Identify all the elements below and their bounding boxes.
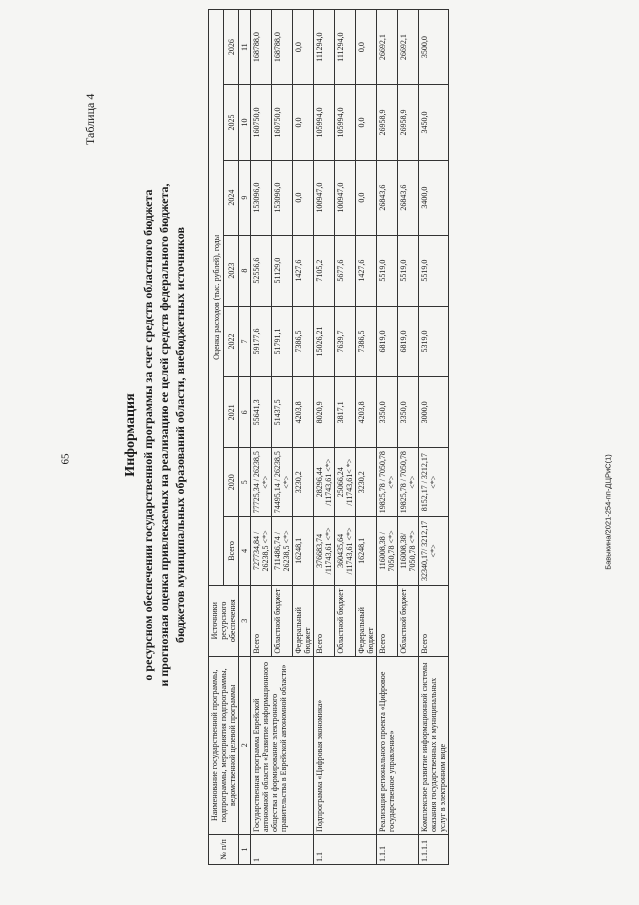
value-2025: 0,0 xyxy=(293,85,314,160)
value-2025: 26958,9 xyxy=(377,85,398,160)
value-2020: 74495,14 / 26238,5 <*> xyxy=(272,448,293,517)
value-2023: 5519,0 xyxy=(419,235,449,306)
value-2024: 100947,0 xyxy=(335,160,356,235)
value-2022: 7386,5 xyxy=(356,306,377,377)
header-year: 2021 xyxy=(224,377,239,448)
value-2022: 6819,0 xyxy=(377,306,398,377)
value-2026: 26692,1 xyxy=(398,10,419,85)
total-cell: 376683,74 /11743,61 <*> xyxy=(314,517,335,586)
value-2020: 3230,2 xyxy=(293,448,314,517)
value-2021: 3350,0 xyxy=(377,377,398,448)
value-2026: 0,0 xyxy=(356,10,377,85)
value-2023: 7105,2 xyxy=(314,235,335,306)
value-2022: 6819,0 xyxy=(398,306,419,377)
column-number: 7 xyxy=(239,306,251,377)
header-total: Всего xyxy=(224,517,239,586)
value-2024: 153096,0 xyxy=(272,160,293,235)
source-cell: Всего xyxy=(419,585,449,656)
header-year: 2022 xyxy=(224,306,239,377)
value-2025: 160750,0 xyxy=(272,85,293,160)
table-row xyxy=(377,10,398,865)
table-row xyxy=(419,10,449,865)
column-number-row xyxy=(239,10,251,865)
table-row xyxy=(314,10,335,865)
total-cell: 727734,84 / 26238,5 <*> xyxy=(251,517,272,586)
source-cell: Всего xyxy=(314,585,335,656)
value-2023: 1427,6 xyxy=(293,235,314,306)
value-2023: 5519,0 xyxy=(377,235,398,306)
header-num: № п/п xyxy=(209,834,239,864)
column-number: 9 xyxy=(239,160,251,235)
value-2021: 4203,8 xyxy=(356,377,377,448)
value-2022: 59177,6 xyxy=(251,306,272,377)
source-cell: Областной бюджет xyxy=(335,585,356,656)
value-2022: 7386,5 xyxy=(293,306,314,377)
value-2022: 15026,21 xyxy=(314,306,335,377)
value-2023: 5677,6 xyxy=(335,235,356,306)
table-row xyxy=(251,10,272,865)
column-number: 3 xyxy=(239,585,251,656)
source-cell: Федеральный бюджет xyxy=(356,585,377,656)
table-label: Таблица 4 xyxy=(83,93,97,145)
total-cell: 116008,38/ 7050,78 <*> xyxy=(398,517,419,586)
value-2026: 26692,1 xyxy=(377,10,398,85)
header-year: 2020 xyxy=(224,448,239,517)
source-cell: Областной бюджет xyxy=(272,585,293,656)
column-number: 2 xyxy=(239,656,251,834)
value-2023: 51129,0 xyxy=(272,235,293,306)
value-2020: 28296,44 /11743,61 <*> xyxy=(314,448,335,517)
resource-table xyxy=(208,9,449,865)
value-2021: 4203,8 xyxy=(293,377,314,448)
value-2026: 168788,0 xyxy=(251,10,272,85)
value-2021: 3817,1 xyxy=(335,377,356,448)
title-line-1: Информация xyxy=(123,393,138,477)
value-2025: 160750,0 xyxy=(251,85,272,160)
value-2026: 3500,0 xyxy=(419,10,449,85)
header-year: 2025 xyxy=(224,85,239,160)
value-2026: 0,0 xyxy=(293,10,314,85)
source-cell: Всего xyxy=(251,585,272,656)
column-number: 11 xyxy=(239,10,251,85)
value-2022: 5319,0 xyxy=(419,306,449,377)
value-2021: 3000,0 xyxy=(419,377,449,448)
header-source: Источники ресурсного обеспечения xyxy=(209,585,239,656)
value-2021: 8020,9 xyxy=(314,377,335,448)
total-cell: 711486,74 / 26238,5 <*> xyxy=(272,517,293,586)
header-row-1 xyxy=(209,10,224,865)
header-year: 2026 xyxy=(224,10,239,85)
value-2022: 51791,1 xyxy=(272,306,293,377)
value-2024: 0,0 xyxy=(356,160,377,235)
value-2026: 111294,0 xyxy=(335,10,356,85)
document-title xyxy=(122,45,188,825)
total-cell: 116008,38 / 7050,78 <*> xyxy=(377,517,398,586)
total-cell: 360435,64 /11743,61 <*> xyxy=(335,517,356,586)
value-2023: 5519,0 xyxy=(398,235,419,306)
source-cell: Областной бюджет xyxy=(398,585,419,656)
row-number: 1.1.1.1 xyxy=(419,834,449,864)
value-2021: 51437,5 xyxy=(272,377,293,448)
header-year: 2024 xyxy=(224,160,239,235)
total-cell: 16248,1 xyxy=(356,517,377,586)
value-2025: 105994,0 xyxy=(335,85,356,160)
document-stamp: Бавыкина/2021-254-пп-ДЦРиС(1) xyxy=(603,454,613,570)
value-2020: 8152,17 / 3212,17 <*> xyxy=(419,448,449,517)
value-2024: 153096,0 xyxy=(251,160,272,235)
header-year: 2023 xyxy=(224,235,239,306)
value-2024: 26843,6 xyxy=(398,160,419,235)
table-body xyxy=(251,10,449,865)
row-number: 1.1 xyxy=(314,834,377,864)
column-number: 10 xyxy=(239,85,251,160)
program-name: Подпрограмма «Цифровая экономика» xyxy=(314,656,377,834)
title-line-4: бюджетов муниципальных образований области, внебюджетных источников xyxy=(173,227,187,643)
value-2020: 25066,24 /11743,61< *> xyxy=(335,448,356,517)
value-2025: 3450,0 xyxy=(419,85,449,160)
column-number: 8 xyxy=(239,235,251,306)
page-number: 65 xyxy=(59,453,72,465)
total-cell: 16248,1 xyxy=(293,517,314,586)
row-number: 1.1.1 xyxy=(377,834,419,864)
value-2023: 1427,6 xyxy=(356,235,377,306)
value-2025: 26958,9 xyxy=(398,85,419,160)
row-number: 1 xyxy=(251,834,314,864)
column-number: 6 xyxy=(239,377,251,448)
value-2020: 3230,2 xyxy=(356,448,377,517)
value-2020: 77725,34 / 26238,5 <*> xyxy=(251,448,272,517)
value-2024: 0,0 xyxy=(293,160,314,235)
value-2025: 0,0 xyxy=(356,85,377,160)
source-cell: Всего xyxy=(377,585,398,656)
header-name: Наименование государственной программы, подпрограммы, мероприятия подпрограммы, ведомственной целевой программы xyxy=(209,656,239,834)
value-2024: 100947,0 xyxy=(314,160,335,235)
program-name: Государственная программа Еврейской автономной области «Развитие информационного общества и формирование электронного правительства в Еврейской автономной области» xyxy=(251,656,314,834)
total-cell: 32340,17/ 3212,17 <*> xyxy=(419,517,449,586)
value-2026: 168788,0 xyxy=(272,10,293,85)
column-number: 4 xyxy=(239,517,251,586)
value-2024: 3400,0 xyxy=(419,160,449,235)
value-2022: 7639,7 xyxy=(335,306,356,377)
value-2026: 111294,0 xyxy=(314,10,335,85)
value-2023: 52556,6 xyxy=(251,235,272,306)
title-line-3: и прогнозная оценка привлекаемых на реализацию ее целей средств федерального бюджета, xyxy=(157,183,171,687)
source-cell: Федеральный бюджет xyxy=(293,585,314,656)
value-2021: 3350,0 xyxy=(398,377,419,448)
value-2021: 55641,3 xyxy=(251,377,272,448)
value-2020: 19825,78 / 7050,78 <*> xyxy=(377,448,398,517)
program-name: Комплексное развитие информационной системы оказания государственных и муниципальных услуг в электронном виде xyxy=(419,656,449,834)
header-estimate: Оценка расходов (тыс. рублей), годы xyxy=(209,10,224,586)
column-number: 5 xyxy=(239,448,251,517)
value-2020: 19825,78 / 7050,78 <*> xyxy=(398,448,419,517)
program-name: Реализация регионального проекта «Цифровое государственное управление» xyxy=(377,656,419,834)
value-2024: 26843,6 xyxy=(377,160,398,235)
value-2025: 105994,0 xyxy=(314,85,335,160)
column-number: 1 xyxy=(239,834,251,864)
title-line-2: о ресурсном обеспечении государственной программы за счет средств областного бюджета xyxy=(141,189,155,681)
